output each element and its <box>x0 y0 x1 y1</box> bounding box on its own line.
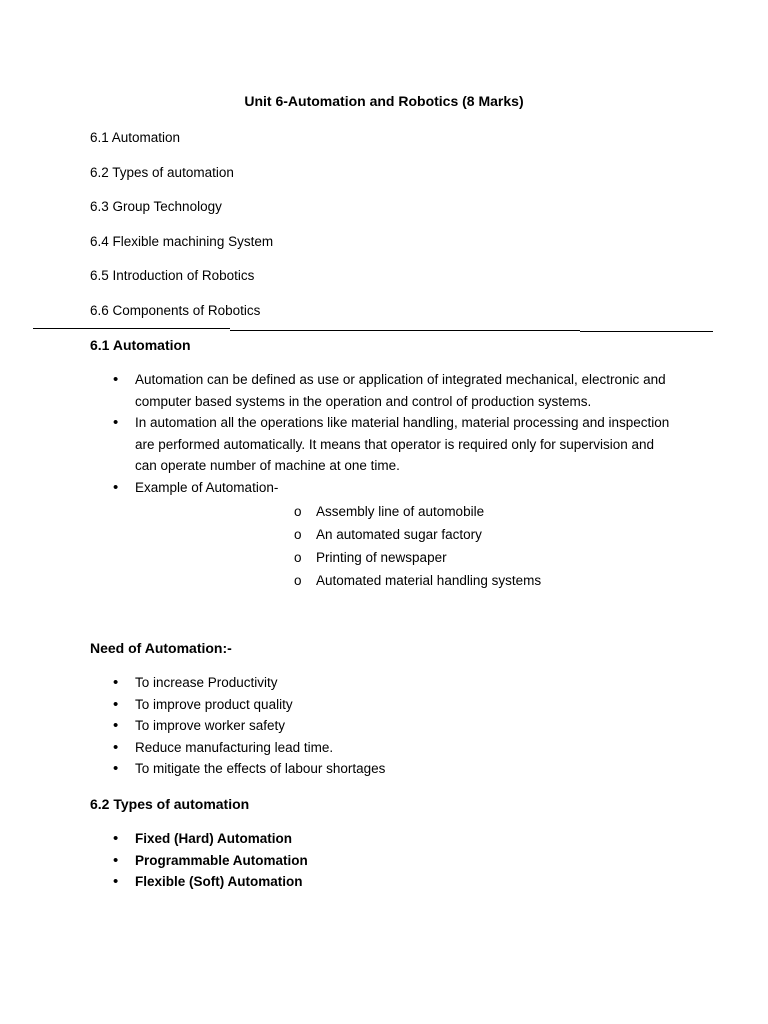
circle-bullet-icon <box>294 523 302 546</box>
section-heading-types: 6.2 Types of automation <box>90 796 250 812</box>
list-item-text: Example of Automation- <box>135 479 279 495</box>
list-item-text: Fixed (Hard) Automation <box>135 831 292 846</box>
automation-examples <box>294 500 541 592</box>
divider-line <box>230 330 580 331</box>
document-title: Unit 6-Automation and Robotics (8 Marks) <box>244 93 524 109</box>
sub-list-item <box>294 546 541 569</box>
section-heading-automation: 6.1 Automation <box>90 337 191 353</box>
list-item <box>113 672 673 694</box>
sub-list-item <box>294 523 541 546</box>
list-item-text: Programmable Automation <box>135 852 308 868</box>
list-item-text: In automation all the operations like material handling, material processing and inspection are performed automatically. It means that operator is required only for supervision and can operate number of machine at one time. <box>135 415 670 474</box>
bullet-icon <box>113 828 118 850</box>
sub-list-item-text: An automated sugar factory <box>316 527 482 542</box>
sub-list-item <box>294 500 541 523</box>
list-item-text: Flexible (Soft) Automation <box>135 874 303 890</box>
toc-item: 6.3 Group Technology <box>90 199 222 215</box>
list-item <box>113 369 673 412</box>
sub-list-item-text: Printing of newspaper <box>316 550 447 565</box>
sub-list-item <box>294 569 541 592</box>
bullet-icon <box>113 850 118 872</box>
list-item <box>113 758 673 780</box>
list-item-text: To improve product quality <box>135 696 293 712</box>
list-item <box>113 737 673 759</box>
divider-line <box>33 328 230 329</box>
list-item-text: To improve worker safety <box>135 718 286 734</box>
circle-bullet-icon <box>294 546 302 569</box>
bullet-icon <box>113 871 118 893</box>
sub-list-item-text: Assembly line of automobile <box>316 504 485 519</box>
list-item <box>113 715 673 737</box>
section-heading-need: Need of Automation:- <box>90 640 232 656</box>
list-item-text: To mitigate the effects of labour shortages <box>135 761 386 777</box>
table-of-contents <box>90 129 273 337</box>
list-item-text: Reduce manufacturing lead time. <box>135 739 334 755</box>
need-bullets <box>113 672 673 780</box>
toc-item: 6.5 Introduction of Robotics <box>90 268 255 284</box>
toc-item: 6.1 Automation <box>90 130 181 145</box>
list-item <box>113 850 673 872</box>
toc-item: 6.2 Types of automation <box>90 164 234 180</box>
bullet-icon <box>113 758 118 780</box>
bullet-icon <box>113 694 118 716</box>
bullet-icon <box>113 369 118 391</box>
bullet-icon <box>113 477 118 499</box>
toc-item: 6.6 Components of Robotics <box>90 302 261 318</box>
bullet-icon <box>113 715 118 737</box>
bullet-icon <box>113 737 118 759</box>
circle-bullet-icon <box>294 569 302 592</box>
types-bullets <box>113 828 673 893</box>
list-item <box>113 871 673 893</box>
sub-list-item-text: Automated material handling systems <box>316 573 542 588</box>
divider-line <box>580 331 713 332</box>
automation-bullets <box>113 369 673 499</box>
bullet-icon <box>113 672 118 694</box>
circle-bullet-icon <box>294 500 302 523</box>
toc-item: 6.4 Flexible machining System <box>90 233 274 249</box>
list-item <box>113 412 673 477</box>
list-item <box>113 694 673 716</box>
list-item <box>113 828 673 850</box>
bullet-icon <box>113 412 118 434</box>
list-item <box>113 477 673 499</box>
list-item-text: Automation can be defined as use or application of integrated mechanical, electronic and computer based systems in the operation and control of production systems. <box>135 372 666 409</box>
list-item-text: To increase Productivity <box>135 675 278 690</box>
